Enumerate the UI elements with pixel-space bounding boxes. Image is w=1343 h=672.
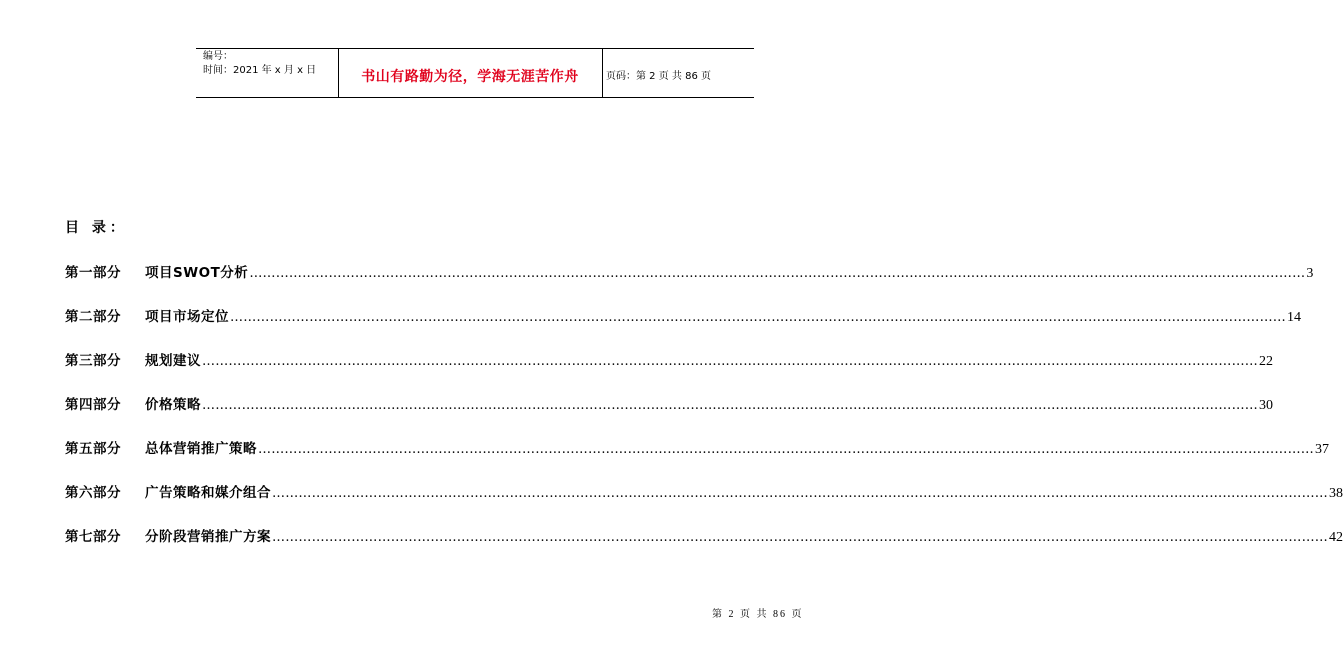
toc-entry-title: 广告策略和媒介组合 — [145, 485, 271, 501]
toc-entry-title: 项目市场定位 — [145, 309, 229, 325]
header-page-code: 页码：第 2 页 共 86 页 — [606, 71, 711, 82]
toc-entry-page: 22 — [1259, 354, 1273, 369]
toc-entry[interactable] — [65, 305, 1301, 325]
document-number-label: 编号： — [203, 51, 233, 62]
header-motto-cell — [338, 49, 603, 97]
toc-entry-page: 37 — [1315, 442, 1329, 457]
toc-leader-dots: …………………………………………………………………………………………………………………………………………………………………………………………………………………… — [258, 442, 1314, 457]
toc-entry-title: 总体营销推广策略 — [145, 441, 257, 457]
toc-entry-part: 第二部分 — [65, 309, 121, 325]
toc-leader-dots: …………………………………………………………………………………………………………………………………………………………………………………………………………………… — [249, 266, 1306, 281]
toc-leader-dots: …………………………………………………………………………………………………………………………………………………………………………………………………………………… — [202, 398, 1258, 413]
toc-entry-title: 价格策略 — [145, 397, 201, 413]
toc-entry[interactable] — [65, 261, 1314, 281]
toc-leader-dots: …………………………………………………………………………………………………………………………………………………………………………………………………………………… — [230, 310, 1286, 325]
toc-entry[interactable] — [65, 437, 1329, 457]
header-info-cell — [196, 49, 339, 97]
header-page-cell — [603, 49, 753, 97]
toc-entry-page: 14 — [1287, 310, 1301, 325]
toc-leader-dots: …………………………………………………………………………………………………………………………………………………………………………………………………………………… — [272, 486, 1328, 501]
toc-entry[interactable] — [65, 393, 1273, 413]
toc-entry[interactable] — [65, 481, 1343, 501]
toc-entry-page: 38 — [1329, 486, 1343, 501]
toc-entry[interactable] — [65, 349, 1273, 369]
toc-entry-title: 项目SWOT分析 — [145, 265, 249, 281]
toc-title: 目 录： — [65, 220, 128, 236]
toc-entry-title: 分阶段营销推广方案 — [145, 529, 271, 545]
toc-entry-page: 3 — [1306, 266, 1314, 281]
toc-entry-part: 第三部分 — [65, 353, 121, 369]
page-header — [196, 48, 754, 98]
toc-entry-part: 第四部分 — [65, 397, 121, 413]
toc-entry-title: 规划建议 — [145, 353, 201, 369]
toc-entry-page: 30 — [1259, 398, 1273, 413]
footer-page-number: 第 2 页 共 86 页 — [712, 609, 804, 620]
toc-entry-part: 第五部分 — [65, 441, 121, 457]
document-date-label: 时间：2021 年 x 月 x 日 — [203, 65, 317, 76]
toc-entry-part: 第六部分 — [65, 485, 121, 501]
toc-leader-dots: …………………………………………………………………………………………………………………………………………………………………………………………………………………… — [202, 354, 1258, 369]
toc-entry[interactable] — [65, 525, 1343, 545]
toc-entry-page: 42 — [1329, 530, 1343, 545]
toc-entry-part: 第一部分 — [65, 265, 121, 281]
toc-entry-part: 第七部分 — [65, 529, 121, 545]
header-motto: 书山有路勤为径，学海无涯苦作舟 — [361, 69, 579, 85]
toc-leader-dots: …………………………………………………………………………………………………………………………………………………………………………………………………………………… — [272, 530, 1328, 545]
